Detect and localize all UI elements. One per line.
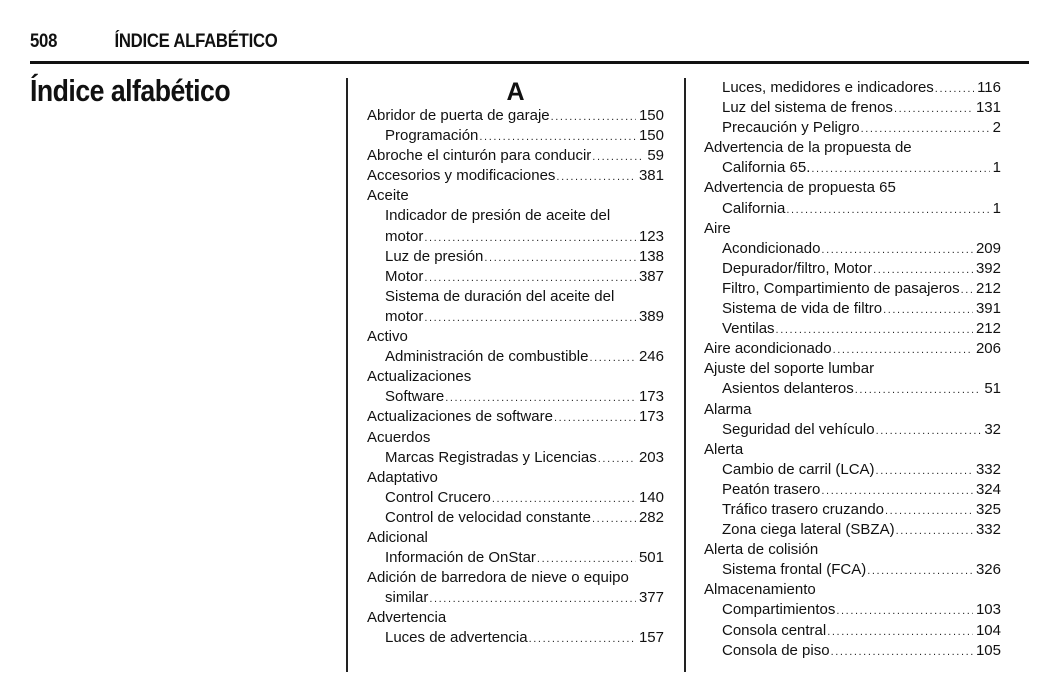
page-reference: 150 xyxy=(638,107,664,124)
dot-leader xyxy=(896,521,973,541)
page-reference: 203 xyxy=(638,448,664,466)
dot-leader xyxy=(424,308,636,328)
entry-text: Advertencia xyxy=(367,609,447,627)
page-reference: 173 xyxy=(638,388,664,406)
entry-text: Adicional xyxy=(367,528,428,546)
entry-text: Depurador/filtro, Motor xyxy=(722,259,873,277)
index-subentry xyxy=(704,319,1001,339)
entry-text: Motor xyxy=(385,267,424,285)
page-reference: 2 xyxy=(992,119,1001,137)
entry-text: Abridor de puerta de garaje xyxy=(367,107,550,124)
index-subentry xyxy=(704,500,1001,520)
entry-text: Almacenamiento xyxy=(704,581,816,599)
entry-text: California 65. xyxy=(722,159,811,177)
index-subentry xyxy=(704,158,1001,178)
page-reference: 212 xyxy=(975,320,1001,338)
page-reference: 209 xyxy=(975,239,1001,257)
entry-text: Abroche el cinturón para conducir xyxy=(367,147,592,165)
entry-text: Adaptativo xyxy=(367,468,438,486)
index-entry xyxy=(367,166,664,186)
entry-text: Adición de barredora de nieve o equipo xyxy=(367,569,629,587)
page-reference: 377 xyxy=(638,589,664,607)
index-entry xyxy=(367,106,664,126)
entry-text: Actualizaciones de software xyxy=(367,408,553,426)
entry-text: similar xyxy=(385,589,429,607)
index-entry xyxy=(704,540,1001,560)
entry-text: Información de OnStar xyxy=(385,549,536,567)
page-reference: 389 xyxy=(638,307,664,325)
dot-leader xyxy=(445,388,636,408)
entry-text: Alarma xyxy=(704,400,752,418)
dot-leader xyxy=(821,481,973,501)
index-subentry xyxy=(367,588,664,608)
entry-text: Precaución y Peligro xyxy=(722,119,860,137)
entry-text: Compartimientos xyxy=(722,601,836,619)
dot-leader xyxy=(598,449,636,469)
page-reference: 173 xyxy=(638,408,664,426)
index-entry xyxy=(704,178,1001,198)
page-reference: 392 xyxy=(975,259,1001,277)
dot-leader xyxy=(883,300,973,320)
entry-text: California xyxy=(722,199,786,217)
dot-leader xyxy=(592,509,636,529)
dot-leader xyxy=(556,167,636,187)
dot-leader xyxy=(424,228,636,248)
entry-text: Acuerdos xyxy=(367,428,431,446)
index-entry xyxy=(367,186,664,206)
entry-text: Asientos delanteros xyxy=(722,380,854,398)
dot-leader xyxy=(484,248,636,268)
page-reference: 32 xyxy=(984,420,1001,438)
dot-leader xyxy=(827,622,973,642)
index-entries xyxy=(704,78,1001,661)
column-divider-right xyxy=(684,78,686,672)
entry-text: Ajuste del soporte lumbar xyxy=(704,360,875,378)
dot-leader xyxy=(821,240,973,260)
entry-text: Aire acondicionado xyxy=(704,340,832,358)
dot-leader xyxy=(537,549,636,569)
page-reference: 326 xyxy=(975,561,1001,579)
dot-leader xyxy=(836,601,973,621)
index-subentry xyxy=(367,307,664,327)
index-column-1 xyxy=(367,78,664,649)
index-entry xyxy=(367,608,664,628)
index-subentry xyxy=(367,488,664,508)
page-reference: 51 xyxy=(984,380,1001,398)
page-reference: 391 xyxy=(975,300,1001,318)
dot-leader xyxy=(876,461,973,481)
page-reference: 387 xyxy=(638,267,664,285)
dot-leader xyxy=(492,489,636,509)
dot-leader xyxy=(873,260,973,280)
entry-text: Activo xyxy=(367,328,408,346)
entry-text: Accesorios y modificaciones xyxy=(367,167,556,185)
index-entry xyxy=(367,407,664,427)
dot-leader xyxy=(961,280,973,300)
entry-text: Software xyxy=(385,388,445,406)
index-entry xyxy=(704,138,1001,158)
index-subentry xyxy=(704,199,1001,219)
dot-leader xyxy=(855,380,982,400)
entry-text: Sistema frontal (FCA) xyxy=(722,561,867,579)
page-reference: 501 xyxy=(638,549,664,567)
index-subentry xyxy=(704,78,1001,98)
index-subentry xyxy=(704,621,1001,641)
column-divider-left xyxy=(346,78,348,672)
entry-text: Advertencia de propuesta 65 xyxy=(704,179,896,197)
dot-leader xyxy=(429,589,636,609)
dot-leader xyxy=(833,340,973,360)
entry-text: Alerta de colisión xyxy=(704,541,819,559)
dot-leader xyxy=(554,408,636,428)
index-subentry xyxy=(704,379,1001,399)
entry-text: Filtro, Compartimiento de pasajeros xyxy=(722,279,960,297)
entry-text: Consola central xyxy=(722,621,827,639)
header-rule xyxy=(30,61,1029,64)
page-reference: 381 xyxy=(638,167,664,185)
page-reference: 59 xyxy=(647,147,664,165)
index-subentry xyxy=(367,227,664,247)
entry-text: Cambio de carril (LCA) xyxy=(722,460,875,478)
page-reference: 212 xyxy=(975,279,1001,297)
dot-leader xyxy=(811,159,989,179)
entry-text: motor xyxy=(385,307,424,325)
dot-leader xyxy=(529,629,636,649)
index-entry xyxy=(704,400,1001,420)
index-subentry xyxy=(367,126,664,146)
dot-leader xyxy=(831,642,973,662)
index-entry xyxy=(704,359,1001,379)
index-subentry xyxy=(367,387,664,407)
page-reference: 1 xyxy=(992,159,1001,177)
dot-leader xyxy=(935,79,974,99)
index-subentry xyxy=(367,448,664,468)
index-subentry xyxy=(704,560,1001,580)
page-reference: 282 xyxy=(638,508,664,526)
dot-leader xyxy=(479,127,636,147)
entry-text: Consola de piso xyxy=(722,641,830,659)
entry-text: Control Crucero xyxy=(385,488,491,506)
entry-text: Luz del sistema de frenos xyxy=(722,99,893,117)
index-entry xyxy=(367,468,664,488)
entry-text: Luces de advertencia xyxy=(385,629,528,647)
entry-text: Acondicionado xyxy=(722,239,821,257)
index-entry xyxy=(704,219,1001,239)
dot-leader xyxy=(861,119,990,139)
dot-leader xyxy=(776,320,973,340)
index-subentry xyxy=(704,118,1001,138)
index-entry xyxy=(704,580,1001,600)
index-entry xyxy=(367,528,664,548)
section-title: Índice alfabético xyxy=(30,73,231,108)
entry-text: Sistema de duración del aceite del xyxy=(385,287,615,305)
index-subentry xyxy=(704,420,1001,440)
page-reference: 116 xyxy=(977,79,1001,96)
entry-text: Luz de presión xyxy=(385,247,484,265)
dot-leader xyxy=(424,268,636,288)
index-subentry xyxy=(367,206,664,226)
page-reference: 150 xyxy=(638,127,664,145)
index-entry xyxy=(704,339,1001,359)
page-reference: 324 xyxy=(975,480,1001,498)
running-header xyxy=(30,31,278,55)
page-reference: 105 xyxy=(975,641,1001,659)
index-entry xyxy=(367,146,664,166)
entry-text: Tráfico trasero cruzando xyxy=(722,500,885,518)
page-reference: 138 xyxy=(638,247,664,265)
entry-text: Peatón trasero xyxy=(722,480,821,498)
page-reference: 103 xyxy=(975,601,1001,619)
index-subentry xyxy=(704,239,1001,259)
index-entry xyxy=(367,428,664,448)
entry-text: Zona ciega lateral (SBZA) xyxy=(722,521,895,539)
index-subentry xyxy=(704,299,1001,319)
entry-text: Actualizaciones xyxy=(367,368,472,386)
index-subentry xyxy=(704,98,1001,118)
dot-leader xyxy=(894,99,973,119)
page-reference: 206 xyxy=(975,340,1001,358)
index-subentry xyxy=(704,279,1001,299)
page-reference: 140 xyxy=(638,488,664,506)
index-subentry xyxy=(704,480,1001,500)
index-subentry xyxy=(367,347,664,367)
page-reference: 332 xyxy=(975,521,1001,539)
entry-text: Alerta xyxy=(704,440,744,458)
page-reference: 123 xyxy=(638,227,664,245)
index-subentry xyxy=(704,600,1001,620)
entry-text: Ventilas xyxy=(722,320,775,338)
index-entry xyxy=(367,327,664,347)
page-reference: 246 xyxy=(638,348,664,366)
dot-leader xyxy=(551,107,636,127)
entry-text: Control de velocidad constante xyxy=(385,508,591,526)
page-reference: 157 xyxy=(638,629,664,647)
entry-text: Luces, medidores e indicadores xyxy=(722,79,934,96)
dot-leader xyxy=(589,348,636,368)
dot-leader xyxy=(786,200,989,220)
dot-leader xyxy=(885,501,973,521)
entry-text: Marcas Registradas y Licencias xyxy=(385,448,597,466)
entry-text: Aire xyxy=(704,219,731,237)
index-subentry xyxy=(704,520,1001,540)
page-reference: 131 xyxy=(975,99,1001,117)
index-entry xyxy=(704,440,1001,460)
letter-heading: A xyxy=(506,78,525,106)
dot-leader xyxy=(867,561,973,581)
entry-text: Sistema de vida de filtro xyxy=(722,300,883,318)
entry-text: Indicador de presión de aceite del xyxy=(385,207,611,225)
index-column-2 xyxy=(704,78,1001,661)
page-number: 508 xyxy=(30,31,58,52)
entry-text: Administración de combustible xyxy=(385,348,589,366)
entry-text: Aceite xyxy=(367,187,409,205)
index-subentry xyxy=(367,267,664,287)
page-reference: 1 xyxy=(992,199,1001,217)
entry-text: Advertencia de la propuesta de xyxy=(704,139,912,157)
index-entry xyxy=(367,568,664,588)
index-entries xyxy=(367,106,664,649)
index-subentry xyxy=(704,259,1001,279)
page-reference: 332 xyxy=(975,460,1001,478)
index-subentry xyxy=(367,247,664,267)
running-title: ÍNDICE ALFABÉTICO xyxy=(114,31,278,52)
index-subentry xyxy=(704,460,1001,480)
index-subentry xyxy=(367,508,664,528)
entry-text: motor xyxy=(385,227,424,245)
entry-text: Seguridad del vehículo xyxy=(722,420,875,438)
index-entry xyxy=(367,367,664,387)
index-subentry xyxy=(704,641,1001,661)
page-reference: 325 xyxy=(975,500,1001,518)
dot-leader xyxy=(876,421,982,441)
index-subentry xyxy=(367,548,664,568)
entry-text: Programación xyxy=(385,127,479,145)
index-subentry xyxy=(367,628,664,648)
index-subentry xyxy=(367,287,664,307)
dot-leader xyxy=(592,147,644,167)
page-reference: 104 xyxy=(975,621,1001,639)
